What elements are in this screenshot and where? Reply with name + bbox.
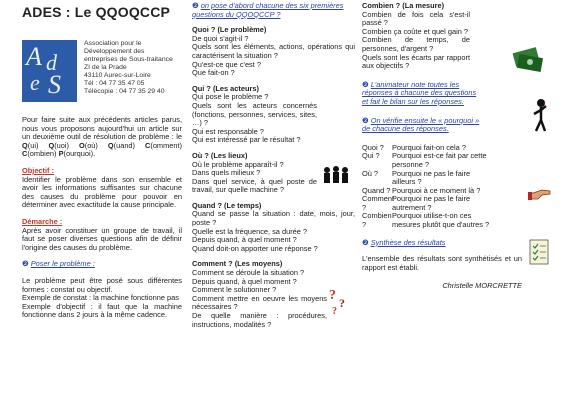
svg-text:?: ? bbox=[329, 288, 336, 303]
pourquoi-value: Pourquoi utilise-t-on ces mesures plutôt que d'autres ? bbox=[392, 211, 490, 230]
pourquoi-value: Pourquoi à ce moment là ? bbox=[392, 185, 481, 195]
question-line: Quand doit-on apporter une réponse ? bbox=[192, 243, 318, 253]
thinking-person-icon bbox=[530, 98, 552, 132]
ades-logo: A d e S bbox=[22, 40, 77, 102]
acronym-rest: (ui) bbox=[27, 140, 49, 150]
question-line: Qui pose le problème ? bbox=[192, 92, 269, 102]
bullet-icon: ❷ bbox=[362, 79, 369, 89]
question-line: Où le problème apparaît-il ? bbox=[192, 159, 284, 169]
poser-p3: Exemple d'objectif : il faut que la machine fonctionne dans 2 jours à la même cadence. bbox=[22, 301, 182, 320]
question-line: Comment mettre en oeuvre les moyens nécessaires ? bbox=[192, 293, 327, 312]
pourquoi-row bbox=[362, 195, 490, 212]
svg-text:?: ? bbox=[332, 306, 337, 315]
question-line: Dans quels milieux ? bbox=[192, 168, 261, 178]
bullet-icon: ❷ bbox=[362, 115, 369, 125]
question-heading: Quand ? (Le temps) bbox=[192, 200, 262, 210]
question-line: Qui est responsable ? bbox=[192, 126, 264, 136]
bullet-icon: ❷ bbox=[362, 237, 369, 247]
acronym-rest: (uoi) bbox=[54, 140, 79, 150]
intro-paragraph: Pour faire suite aux précédents articles parus, nous vous proposons aujourd'hui un article sur un deuxième outil de résolution de problème : le Q(ui) Q(uoi) O(où) Q(uand) C(omment) C(ombien) P(ourquoi). bbox=[22, 115, 182, 159]
acronym-letter: Q bbox=[48, 140, 55, 150]
question-section bbox=[192, 152, 317, 195]
pourquoi-key: Combien ? bbox=[362, 211, 392, 230]
question-line: Depuis quand, à quel moment ? bbox=[192, 235, 297, 245]
pourquoi-value: Pourquoi est-ce fait par cette personne ? bbox=[392, 151, 487, 169]
pourquoi-value: Pourquoi fait-on cela ? bbox=[392, 142, 466, 152]
verifie-paragraph: ❷ On vérifie ensuite le « pourquoi » de chacune des réponses. bbox=[362, 115, 480, 134]
column-1 bbox=[22, 116, 182, 320]
combien-heading: Combien ? (La mesure) bbox=[362, 1, 445, 10]
assoc-line: entreprises de Sous-traitance bbox=[84, 56, 173, 63]
question-heading: Où ? (Les lieux) bbox=[192, 150, 248, 160]
bullet-icon: ❷ bbox=[22, 259, 29, 269]
acronym-letter: C bbox=[145, 140, 151, 150]
assoc-fax: Télécopie : 04 77 35 29 40 bbox=[84, 88, 165, 95]
acronym-rest: (omment) bbox=[150, 140, 182, 150]
acronym-letter: C bbox=[22, 149, 28, 159]
question-line: Quelle est la fréquence, sa durée ? bbox=[192, 226, 308, 236]
checklist-icon bbox=[528, 238, 550, 266]
page-title: ADES : Le QQOQCCP bbox=[22, 4, 171, 20]
question-line: Qu'est-ce que c'est ? bbox=[192, 59, 261, 69]
synthese-text: L'ensemble des résultats sont synthétisés et un rapport est établi. bbox=[362, 254, 522, 272]
acronym-rest: (ourquoi). bbox=[63, 149, 96, 159]
combien-line: Quels sont les écarts par rapport aux objectifs ? bbox=[362, 52, 470, 71]
question-heading: Comment ? (Les moyens) bbox=[192, 259, 283, 269]
question-section bbox=[192, 260, 327, 329]
question-section bbox=[192, 202, 355, 254]
assoc-line: ZI de la Prade bbox=[84, 64, 127, 71]
bullet-icon: ❷ bbox=[192, 1, 199, 10]
synthese-heading: ❷ Synthèse des résultats bbox=[362, 237, 446, 247]
demarche-text: Après avoir constituer un groupe de travail, il faut se poser diverses questions afin de définir l'origine des causes du problème. bbox=[22, 225, 182, 252]
people-group-icon bbox=[322, 166, 350, 184]
pourquoi-value: Pourquoi ne pas le faire ailleurs ? bbox=[392, 168, 471, 187]
question-line: Dans quel service, à quel poste de travail, sur quelle machine ? bbox=[192, 176, 317, 195]
acronym-rest: (uand) bbox=[113, 140, 146, 150]
acronym-rest: (ombien) bbox=[27, 149, 59, 159]
question-line: Depuis quand, à quel moment ? bbox=[192, 276, 297, 286]
acronym-rest: (où) bbox=[84, 140, 108, 150]
acronym-letter: Q bbox=[22, 140, 28, 150]
combien-line: Combien ça coûte et quel gain ? bbox=[362, 26, 469, 36]
objectif-heading: Objectif : bbox=[22, 165, 55, 175]
objectif-text: Identifier le problème dans son ensemble et avoir les informations suffisantes sur chacune des causes du problème pour pouvoir en déterminer avec exactitude la cause principale. bbox=[22, 174, 182, 210]
question-heading: Qui ? (Les acteurs) bbox=[192, 83, 259, 93]
question-line: Que fait-on ? bbox=[192, 68, 235, 78]
question-line: Qui est intéressé par le résultat ? bbox=[192, 135, 301, 145]
svg-text:!: ! bbox=[544, 102, 546, 108]
combien-line: Combien de fois cela s'est-il passé ? bbox=[362, 9, 470, 28]
question-section bbox=[192, 85, 317, 145]
combien-line: Combien de temps, de personnes, d'argent ? bbox=[362, 35, 470, 53]
question-line: De quelle manière : procédures, instructions, modalités ? bbox=[192, 311, 327, 329]
demarche-heading: Démarche : bbox=[22, 216, 63, 226]
poser-heading: ❷ Poser le problème : bbox=[22, 259, 95, 269]
pourquoi-table bbox=[362, 144, 490, 230]
animateur-paragraph: ❷ L'animateur note toutes les réponses à chacune des questions et fait le bilan sur les réponses. bbox=[362, 79, 477, 106]
question-line: Quels sont les acteurs concernés (fonctions, personnes, services, sites, …) ? bbox=[192, 100, 317, 128]
assoc-line: 43110 Aurec-sur-Loire bbox=[84, 72, 151, 79]
pourquoi-key: Qui ? bbox=[362, 151, 380, 161]
pourquoi-key: Comment ? bbox=[362, 194, 395, 212]
assoc-line: Développement des bbox=[84, 48, 145, 55]
question-line: Quels sont les éléments, actions, opérations qui caractérisent la situation ? bbox=[192, 42, 355, 60]
poser-p1: Le problème peut être posé sous différentes formes : constat ou objectif. bbox=[22, 275, 182, 294]
money-bills-icon bbox=[510, 44, 546, 74]
pourquoi-key: Où ? bbox=[362, 168, 379, 178]
poser-p2: Exemple de constat : la machine fonctionne pas bbox=[22, 293, 179, 303]
question-section bbox=[192, 26, 355, 78]
acronym-letter: P bbox=[58, 149, 64, 159]
svg-text:?: ? bbox=[339, 296, 345, 310]
question-line: Comment le solutionner ? bbox=[192, 285, 277, 295]
pourquoi-value: Pourquoi ne pas le faire autrement ? bbox=[392, 194, 471, 212]
question-marks-icon bbox=[328, 285, 354, 315]
association-address bbox=[84, 40, 184, 96]
pointing-hand-icon bbox=[528, 184, 552, 202]
question-line: Quand se passe la situation : date, mois, jour, poste ? bbox=[192, 209, 355, 228]
pourquoi-row bbox=[362, 170, 490, 187]
author-signature: Christelle MORCRETTE bbox=[442, 281, 522, 291]
acronym-letter: O bbox=[78, 140, 85, 150]
question-heading: Quoi ? (Le problème) bbox=[192, 25, 267, 35]
question-line: De quoi s'agit-il ? bbox=[192, 33, 249, 43]
question-line: Comment se déroule la situation ? bbox=[192, 268, 305, 278]
pourquoi-row bbox=[362, 152, 490, 169]
lead-paragraph: ❷ on pose d'abord chacune des six premières questions du QQOQCCP ? bbox=[192, 1, 344, 19]
acronym-letter: Q bbox=[107, 140, 114, 150]
column-3 bbox=[362, 2, 522, 291]
assoc-phone: Tél : 04 77 35 47 05 bbox=[84, 80, 145, 87]
pourquoi-row bbox=[362, 212, 490, 229]
pourquoi-key: Quand ? bbox=[362, 185, 391, 195]
assoc-line: Association pour le bbox=[84, 40, 142, 47]
pourquoi-key: Quoi ? bbox=[362, 142, 384, 152]
combien-lines bbox=[362, 11, 470, 71]
qqoqccp-acronym bbox=[22, 141, 182, 159]
